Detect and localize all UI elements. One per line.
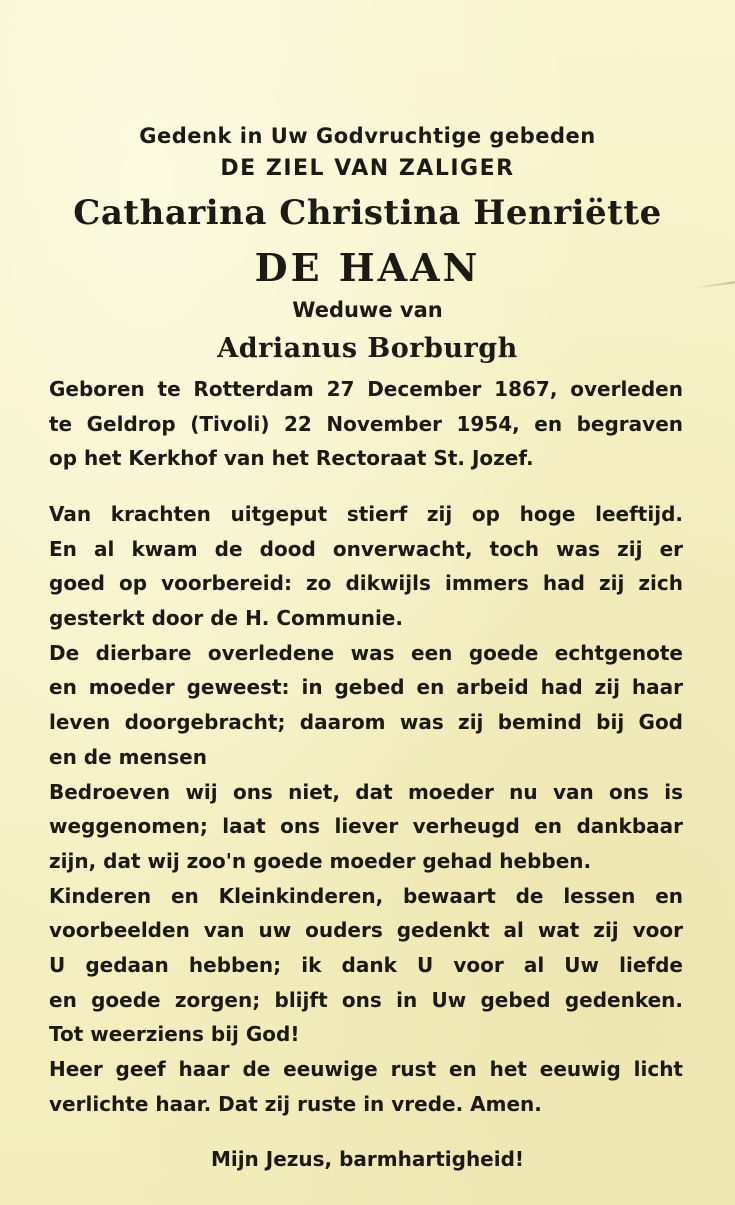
eulogy-text (49, 497, 683, 1121)
text-line: zijn, dat wij zoo'n goede moeder gehad hebben. (49, 848, 592, 873)
deceased-surname: DE HAAN (254, 245, 481, 290)
text-line: Heer geef haar de eeuwige rust en het eeuwig licht (49, 1057, 683, 1081)
text-line: op het Kerkhof van het Rectoraat St. Jozef. (49, 446, 534, 471)
text-line: verlichte haar. Dat zij ruste in vrede. Amen. (49, 1091, 542, 1116)
text-line: Van krachten uitgeput stierf zij op hoge leeftijd. (49, 502, 683, 526)
text-line: U gedaan hebben; ik dank U voor al Uw liefde (49, 952, 683, 977)
prayer-request-line: Gedenk in Uw Godvruchtige gebeden (139, 124, 596, 148)
closing-prayer: Mijn Jezus, barmhartigheid! (210, 1147, 525, 1171)
birth-death-paragraph (49, 372, 683, 476)
text-line: De dierbare overledene was een goede echtgenote (49, 640, 683, 665)
text-line: weggenomen; laat ons liever verheugd en dankbaar (49, 814, 683, 839)
text-line: En al kwam de dood onverwacht, toch was zij er (49, 536, 683, 561)
soul-of-deceased-line: DE ZIEL VAN ZALIGER (220, 156, 515, 181)
husband-name: Adrianus Borburgh (217, 333, 518, 364)
text-line: gesterkt door de H. Communie. (49, 606, 403, 631)
text-line: leven doorgebracht; daarom was zij bemind bij God (49, 710, 683, 735)
deceased-given-names: Catharina Christina Henriëtte (73, 193, 662, 233)
text-line: goed op voorbereid: zo dikwijls immers had zij zich (49, 571, 683, 596)
text-line: Bedroeven wij ons niet, dat moeder nu van ons is (49, 779, 683, 804)
text-line: Kinderen en Kleinkinderen, bewaart de lessen en (49, 883, 683, 908)
text-line: en moeder geweest: in gebed en arbeid had zij haar (49, 675, 683, 700)
widow-of-label: Weduwe van (292, 298, 443, 322)
text-line: en goede zorgen; blijft ons in Uw gebed gedenken. (49, 987, 683, 1012)
text-line: en de mensen (49, 744, 207, 769)
text-line: Tot weerziens bij God! (49, 1022, 300, 1047)
text-line: Geboren te Rotterdam 27 December 1867, overleden (49, 377, 683, 401)
text-line: te Geldrop (Tivoli) 22 November 1954, en begraven (49, 411, 683, 436)
text-line: voorbeelden van uw ouders gedenkt al wat zij voor (49, 918, 683, 943)
